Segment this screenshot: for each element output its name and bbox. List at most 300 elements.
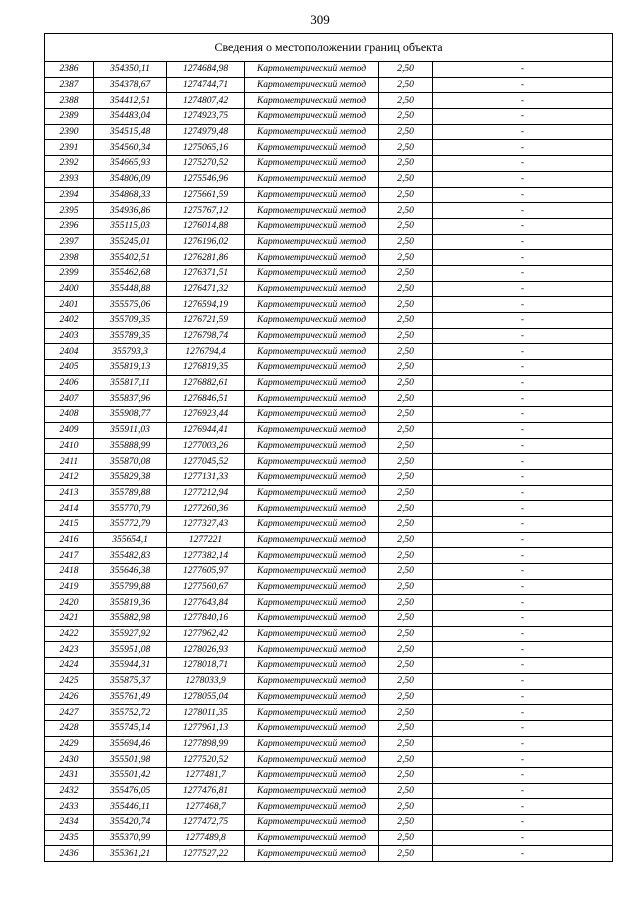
cell-coord-y: 1277003,26 [167, 438, 245, 454]
cell-coord-y: 1274923,75 [167, 109, 245, 125]
table-row [45, 187, 613, 203]
cell-description: - [433, 93, 613, 109]
cell-accuracy: 2,50 [379, 93, 433, 109]
cell-description: - [433, 218, 613, 234]
cell-description: - [433, 375, 613, 391]
cell-coord-y: 1277643,84 [167, 595, 245, 611]
cell-coord-x: 355501,42 [94, 767, 167, 783]
cell-description: - [433, 360, 613, 376]
table-row [45, 736, 613, 752]
cell-description: - [433, 77, 613, 93]
cell-coord-y: 1277045,52 [167, 454, 245, 470]
cell-method: Картометрический метод [245, 77, 379, 93]
table-row [45, 783, 613, 799]
cell-coord-y: 1278018,71 [167, 658, 245, 674]
cell-point-number: 2402 [45, 313, 94, 329]
cell-point-number: 2423 [45, 642, 94, 658]
cell-coord-x: 355745,14 [94, 720, 167, 736]
cell-accuracy: 2,50 [379, 438, 433, 454]
cell-point-number: 2434 [45, 815, 94, 831]
cell-method: Картометрический метод [245, 454, 379, 470]
cell-coord-y: 1276594,19 [167, 297, 245, 313]
table-row [45, 313, 613, 329]
table-row [45, 846, 613, 862]
cell-coord-x: 355875,37 [94, 673, 167, 689]
cell-description: - [433, 548, 613, 564]
cell-accuracy: 2,50 [379, 218, 433, 234]
cell-point-number: 2394 [45, 187, 94, 203]
cell-coord-x: 355911,03 [94, 422, 167, 438]
cell-description: - [433, 767, 613, 783]
cell-accuracy: 2,50 [379, 673, 433, 689]
cell-coord-x: 354412,51 [94, 93, 167, 109]
cell-method: Картометрический метод [245, 93, 379, 109]
cell-point-number: 2425 [45, 673, 94, 689]
cell-coord-x: 355870,08 [94, 454, 167, 470]
cell-point-number: 2411 [45, 454, 94, 470]
cell-point-number: 2416 [45, 532, 94, 548]
cell-description: - [433, 187, 613, 203]
cell-description: - [433, 689, 613, 705]
cell-point-number: 2435 [45, 830, 94, 846]
cell-description: - [433, 313, 613, 329]
cell-coord-x: 355772,79 [94, 516, 167, 532]
cell-method: Картометрический метод [245, 658, 379, 674]
cell-description: - [433, 140, 613, 156]
cell-accuracy: 2,50 [379, 548, 433, 564]
table-row [45, 218, 613, 234]
cell-description: - [433, 485, 613, 501]
cell-accuracy: 2,50 [379, 297, 433, 313]
cell-accuracy: 2,50 [379, 705, 433, 721]
cell-point-number: 2417 [45, 548, 94, 564]
cell-point-number: 2429 [45, 736, 94, 752]
cell-method: Картометрический метод [245, 407, 379, 423]
table-row [45, 626, 613, 642]
cell-description: - [433, 328, 613, 344]
cell-accuracy: 2,50 [379, 140, 433, 156]
cell-method: Картометрический метод [245, 360, 379, 376]
cell-coord-y: 1277605,97 [167, 564, 245, 580]
cell-coord-x: 355370,99 [94, 830, 167, 846]
cell-coord-x: 355829,38 [94, 469, 167, 485]
table-row [45, 454, 613, 470]
cell-method: Картометрический метод [245, 846, 379, 862]
cell-description: - [433, 454, 613, 470]
cell-method: Картометрический метод [245, 265, 379, 281]
cell-description: - [433, 783, 613, 799]
cell-accuracy: 2,50 [379, 516, 433, 532]
cell-method: Картометрический метод [245, 767, 379, 783]
cell-accuracy: 2,50 [379, 375, 433, 391]
table-row [45, 360, 613, 376]
cell-description: - [433, 579, 613, 595]
cell-method: Картометрический метод [245, 187, 379, 203]
cell-accuracy: 2,50 [379, 109, 433, 125]
cell-point-number: 2387 [45, 77, 94, 93]
table-row [45, 203, 613, 219]
cell-coord-y: 1277520,52 [167, 752, 245, 768]
cell-point-number: 2408 [45, 407, 94, 423]
cell-accuracy: 2,50 [379, 752, 433, 768]
table-row [45, 705, 613, 721]
cell-point-number: 2426 [45, 689, 94, 705]
cell-coord-x: 355462,68 [94, 265, 167, 281]
cell-method: Картометрический метод [245, 375, 379, 391]
table-title-row [45, 34, 613, 62]
cell-description: - [433, 391, 613, 407]
cell-coord-y: 1276944,41 [167, 422, 245, 438]
table-row [45, 815, 613, 831]
cell-point-number: 2392 [45, 156, 94, 172]
cell-coord-x: 355799,88 [94, 579, 167, 595]
cell-method: Картометрический метод [245, 313, 379, 329]
cell-accuracy: 2,50 [379, 62, 433, 78]
cell-coord-y: 1277560,67 [167, 579, 245, 595]
cell-coord-x: 354483,04 [94, 109, 167, 125]
table-row [45, 62, 613, 78]
cell-accuracy: 2,50 [379, 265, 433, 281]
cell-coord-x: 355752,72 [94, 705, 167, 721]
cell-accuracy: 2,50 [379, 187, 433, 203]
cell-coord-x: 355448,88 [94, 281, 167, 297]
cell-description: - [433, 344, 613, 360]
cell-point-number: 2403 [45, 328, 94, 344]
cell-description: - [433, 265, 613, 281]
cell-method: Картометрический метод [245, 218, 379, 234]
cell-description: - [433, 799, 613, 815]
cell-coord-y: 1274979,48 [167, 124, 245, 140]
cell-description: - [433, 109, 613, 125]
cell-coord-x: 355646,38 [94, 564, 167, 580]
cell-coord-x: 355654,1 [94, 532, 167, 548]
table-row [45, 422, 613, 438]
cell-description: - [433, 203, 613, 219]
cell-method: Картометрический метод [245, 203, 379, 219]
cell-description: - [433, 297, 613, 313]
cell-method: Картометрический метод [245, 469, 379, 485]
cell-description: - [433, 626, 613, 642]
cell-point-number: 2421 [45, 611, 94, 627]
table-row [45, 830, 613, 846]
cell-description: - [433, 658, 613, 674]
cell-coord-x: 355789,35 [94, 328, 167, 344]
cell-accuracy: 2,50 [379, 313, 433, 329]
table-row [45, 297, 613, 313]
table-row [45, 485, 613, 501]
cell-coord-y: 1275767,12 [167, 203, 245, 219]
cell-description: - [433, 250, 613, 266]
cell-coord-x: 355819,36 [94, 595, 167, 611]
cell-coord-y: 1275546,96 [167, 171, 245, 187]
cell-accuracy: 2,50 [379, 156, 433, 172]
cell-description: - [433, 171, 613, 187]
cell-coord-x: 354378,67 [94, 77, 167, 93]
cell-accuracy: 2,50 [379, 815, 433, 831]
boundary-table [44, 33, 613, 862]
cell-coord-x: 355951,08 [94, 642, 167, 658]
cell-method: Картометрический метод [245, 626, 379, 642]
page-number: 309 [310, 12, 330, 27]
cell-description: - [433, 595, 613, 611]
table-row [45, 109, 613, 125]
cell-description: - [433, 564, 613, 580]
cell-point-number: 2386 [45, 62, 94, 78]
cell-method: Картометрический метод [245, 720, 379, 736]
table-row [45, 658, 613, 674]
cell-accuracy: 2,50 [379, 767, 433, 783]
table-row [45, 469, 613, 485]
cell-accuracy: 2,50 [379, 846, 433, 862]
cell-coord-y: 1277327,43 [167, 516, 245, 532]
cell-coord-y: 1277476,81 [167, 783, 245, 799]
table-row [45, 564, 613, 580]
cell-coord-y: 1276882,61 [167, 375, 245, 391]
table-row [45, 93, 613, 109]
cell-coord-y: 1277260,36 [167, 501, 245, 517]
cell-coord-x: 355837,96 [94, 391, 167, 407]
table-row [45, 673, 613, 689]
cell-point-number: 2407 [45, 391, 94, 407]
cell-description: - [433, 422, 613, 438]
cell-point-number: 2397 [45, 234, 94, 250]
table-row [45, 611, 613, 627]
table-body [45, 34, 613, 862]
table-row [45, 281, 613, 297]
cell-coord-y: 1276471,32 [167, 281, 245, 297]
table-row [45, 799, 613, 815]
cell-point-number: 2400 [45, 281, 94, 297]
cell-description: - [433, 281, 613, 297]
cell-method: Картометрический метод [245, 705, 379, 721]
cell-accuracy: 2,50 [379, 328, 433, 344]
cell-coord-y: 1276721,59 [167, 313, 245, 329]
cell-description: - [433, 234, 613, 250]
cell-accuracy: 2,50 [379, 783, 433, 799]
cell-point-number: 2396 [45, 218, 94, 234]
cell-accuracy: 2,50 [379, 234, 433, 250]
table-row [45, 171, 613, 187]
cell-coord-x: 355927,92 [94, 626, 167, 642]
cell-coord-x: 355476,05 [94, 783, 167, 799]
cell-accuracy: 2,50 [379, 203, 433, 219]
cell-accuracy: 2,50 [379, 454, 433, 470]
cell-coord-x: 355420,74 [94, 815, 167, 831]
cell-coord-y: 1277961,13 [167, 720, 245, 736]
table-row [45, 234, 613, 250]
cell-point-number: 2419 [45, 579, 94, 595]
table-row [45, 642, 613, 658]
cell-coord-x: 354515,48 [94, 124, 167, 140]
table-row [45, 579, 613, 595]
cell-method: Картометрический метод [245, 595, 379, 611]
cell-accuracy: 2,50 [379, 830, 433, 846]
cell-accuracy: 2,50 [379, 642, 433, 658]
cell-accuracy: 2,50 [379, 736, 433, 752]
cell-method: Картометрический метод [245, 391, 379, 407]
cell-description: - [433, 156, 613, 172]
cell-coord-x: 355501,98 [94, 752, 167, 768]
cell-method: Картометрический метод [245, 564, 379, 580]
cell-point-number: 2409 [45, 422, 94, 438]
table-row [45, 689, 613, 705]
cell-coord-x: 355482,83 [94, 548, 167, 564]
cell-coord-y: 1275065,16 [167, 140, 245, 156]
table-row [45, 250, 613, 266]
cell-description: - [433, 642, 613, 658]
cell-method: Картометрический метод [245, 109, 379, 125]
cell-method: Картометрический метод [245, 297, 379, 313]
cell-point-number: 2428 [45, 720, 94, 736]
cell-description: - [433, 815, 613, 831]
cell-method: Картометрический метод [245, 234, 379, 250]
cell-point-number: 2413 [45, 485, 94, 501]
cell-description: - [433, 62, 613, 78]
cell-description: - [433, 501, 613, 517]
cell-accuracy: 2,50 [379, 407, 433, 423]
cell-accuracy: 2,50 [379, 532, 433, 548]
table-row [45, 391, 613, 407]
cell-coord-y: 1276819,35 [167, 360, 245, 376]
cell-point-number: 2427 [45, 705, 94, 721]
cell-method: Картометрический метод [245, 830, 379, 846]
cell-coord-x: 355817,11 [94, 375, 167, 391]
cell-coord-x: 355770,79 [94, 501, 167, 517]
cell-method: Картометрический метод [245, 501, 379, 517]
cell-coord-y: 1277131,33 [167, 469, 245, 485]
cell-coord-y: 1277489,8 [167, 830, 245, 846]
cell-coord-x: 355882,98 [94, 611, 167, 627]
cell-coord-x: 355789,88 [94, 485, 167, 501]
cell-method: Картометрический метод [245, 124, 379, 140]
cell-method: Картометрический метод [245, 438, 379, 454]
cell-method: Картометрический метод [245, 171, 379, 187]
cell-description: - [433, 611, 613, 627]
cell-point-number: 2388 [45, 93, 94, 109]
cell-accuracy: 2,50 [379, 579, 433, 595]
cell-method: Картометрический метод [245, 328, 379, 344]
cell-point-number: 2433 [45, 799, 94, 815]
cell-point-number: 2406 [45, 375, 94, 391]
cell-description: - [433, 720, 613, 736]
cell-accuracy: 2,50 [379, 422, 433, 438]
cell-point-number: 2430 [45, 752, 94, 768]
cell-accuracy: 2,50 [379, 360, 433, 376]
cell-method: Картометрический метод [245, 532, 379, 548]
cell-coord-x: 354665,93 [94, 156, 167, 172]
table-row [45, 501, 613, 517]
table-row [45, 344, 613, 360]
cell-description: - [433, 516, 613, 532]
cell-coord-x: 354560,34 [94, 140, 167, 156]
cell-method: Картометрический метод [245, 736, 379, 752]
cell-method: Картометрический метод [245, 281, 379, 297]
cell-method: Картометрический метод [245, 642, 379, 658]
table-row [45, 532, 613, 548]
table-row [45, 438, 613, 454]
table-row [45, 375, 613, 391]
cell-description: - [433, 532, 613, 548]
cell-point-number: 2398 [45, 250, 94, 266]
table-row [45, 767, 613, 783]
cell-accuracy: 2,50 [379, 391, 433, 407]
cell-coord-x: 355402,51 [94, 250, 167, 266]
cell-accuracy: 2,50 [379, 344, 433, 360]
cell-coord-y: 1276798,74 [167, 328, 245, 344]
cell-coord-y: 1274744,71 [167, 77, 245, 93]
table-row [45, 156, 613, 172]
cell-coord-y: 1277382,14 [167, 548, 245, 564]
cell-coord-x: 355709,35 [94, 313, 167, 329]
cell-accuracy: 2,50 [379, 611, 433, 627]
table-row [45, 548, 613, 564]
cell-method: Картометрический метод [245, 752, 379, 768]
cell-coord-y: 1277962,42 [167, 626, 245, 642]
cell-coord-y: 1278033,9 [167, 673, 245, 689]
cell-description: - [433, 705, 613, 721]
cell-coord-x: 355361,21 [94, 846, 167, 862]
cell-point-number: 2431 [45, 767, 94, 783]
cell-accuracy: 2,50 [379, 799, 433, 815]
cell-point-number: 2414 [45, 501, 94, 517]
cell-method: Картометрический метод [245, 422, 379, 438]
cell-method: Картометрический метод [245, 516, 379, 532]
cell-coord-x: 355694,46 [94, 736, 167, 752]
cell-coord-y: 1278011,35 [167, 705, 245, 721]
cell-point-number: 2401 [45, 297, 94, 313]
table-row [45, 140, 613, 156]
table-row [45, 595, 613, 611]
cell-point-number: 2424 [45, 658, 94, 674]
cell-coord-y: 1276923,44 [167, 407, 245, 423]
cell-coord-x: 354868,33 [94, 187, 167, 203]
table-row [45, 752, 613, 768]
cell-coord-x: 355908,77 [94, 407, 167, 423]
cell-description: - [433, 830, 613, 846]
cell-accuracy: 2,50 [379, 501, 433, 517]
cell-description: - [433, 752, 613, 768]
cell-coord-y: 1277527,22 [167, 846, 245, 862]
cell-coord-y: 1276794,4 [167, 344, 245, 360]
cell-description: - [433, 469, 613, 485]
cell-accuracy: 2,50 [379, 281, 433, 297]
cell-accuracy: 2,50 [379, 250, 433, 266]
cell-coord-x: 354806,09 [94, 171, 167, 187]
cell-description: - [433, 736, 613, 752]
cell-coord-x: 355819,13 [94, 360, 167, 376]
cell-coord-x: 355761,49 [94, 689, 167, 705]
cell-point-number: 2436 [45, 846, 94, 862]
cell-point-number: 2412 [45, 469, 94, 485]
cell-accuracy: 2,50 [379, 469, 433, 485]
cell-coord-y: 1278055,04 [167, 689, 245, 705]
cell-coord-x: 355115,03 [94, 218, 167, 234]
cell-coord-x: 355575,06 [94, 297, 167, 313]
cell-method: Картометрический метод [245, 579, 379, 595]
cell-coord-y: 1276014,88 [167, 218, 245, 234]
cell-coord-x: 354350,11 [94, 62, 167, 78]
cell-coord-y: 1277221 [167, 532, 245, 548]
cell-accuracy: 2,50 [379, 658, 433, 674]
cell-method: Картометрический метод [245, 689, 379, 705]
cell-method: Картометрический метод [245, 344, 379, 360]
cell-description: - [433, 846, 613, 862]
cell-accuracy: 2,50 [379, 124, 433, 140]
cell-point-number: 2405 [45, 360, 94, 376]
cell-accuracy: 2,50 [379, 595, 433, 611]
cell-method: Картометрический метод [245, 140, 379, 156]
cell-coord-y: 1275661,59 [167, 187, 245, 203]
